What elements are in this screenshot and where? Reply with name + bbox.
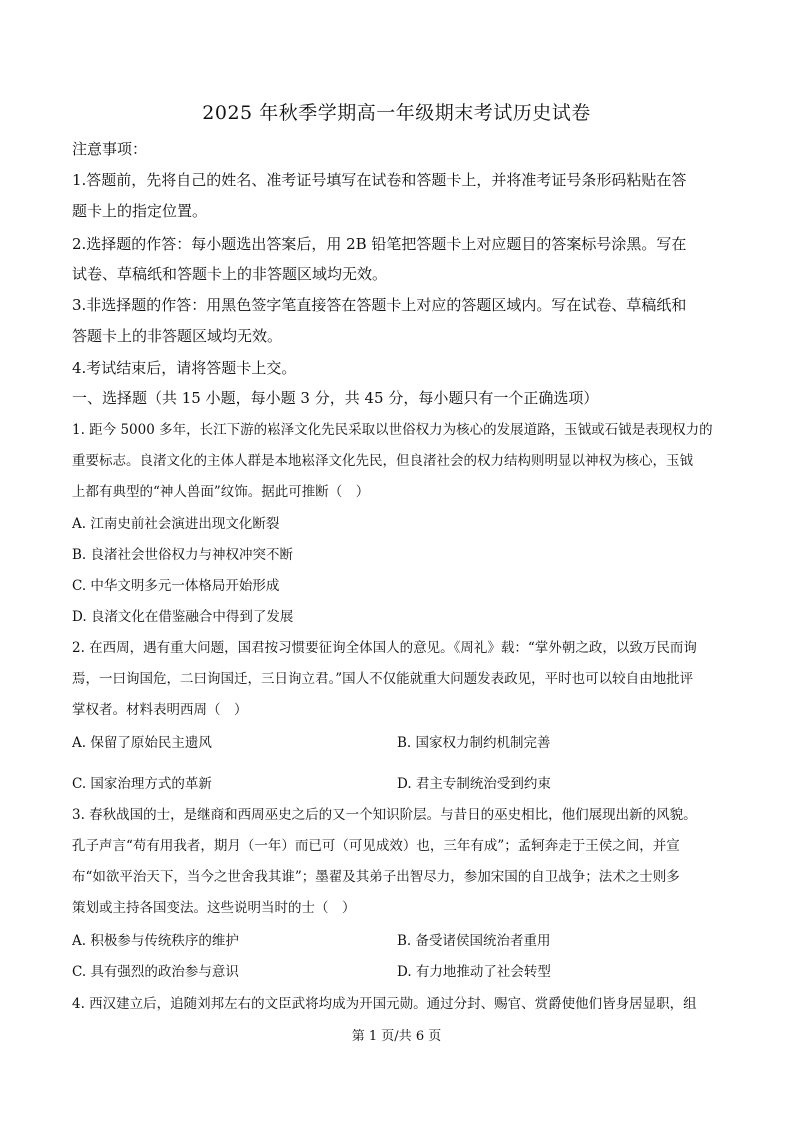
notice-line: 题卡上的指定位置。	[72, 202, 208, 220]
question-2-stem: 2. 在西周，遇有重大问题，国君按习惯要征询全体国人的意见。《周礼》载：“掌外朝之政，以致万民而询	[72, 640, 697, 656]
question-2-option-b: B. 国家权力制约机制完善	[397, 735, 551, 751]
notice-line: 3.非选择题的作答：用黑色签字笔直接答在答题卡上对应的答题区域内。写在试卷、草稿纸和	[72, 296, 687, 314]
question-2-option-c: C. 国家治理方式的革新	[72, 776, 212, 792]
notice-line: 试卷、草稿纸和答题卡上的非答题区域均无效。	[72, 265, 388, 283]
question-1-option-c: C. 中华文明多元一体格局开始形成	[72, 578, 280, 594]
notice-line: 2.选择题的作答：每小题选出答案后，用 2B 铅笔把答题卡上对应题目的答案标号涂黑。写在	[72, 235, 687, 253]
question-3-stem: 策划或主持各国变法。这些说明当时的士（ ）	[72, 900, 356, 916]
question-1-stem: 1. 距今 5000 多年，长江下游的崧泽文化先民采取以世俗权力为核心的发展道路，玉钺或石钺是表现权力的	[72, 422, 713, 438]
question-1-option-d: D. 良渚文化在借鉴融合中得到了发展	[72, 609, 294, 625]
question-3-option-a: A. 积极参与传统秩序的维护	[72, 933, 239, 949]
question-2-option-d: D. 君主专制统治受到约束	[397, 776, 551, 792]
question-2-stem: 掌权者。材料表明西周（ ）	[72, 702, 248, 718]
question-1-stem: 上都有典型的“神人兽面”纹饰。据此可推断（ ）	[72, 484, 370, 500]
notice-line: 4.考试结束后，请将答题卡上交。	[72, 359, 297, 377]
question-3-option-d: D. 有力地推动了社会转型	[397, 964, 551, 980]
question-1-option-a: A. 江南史前社会演进出现文化断裂	[72, 516, 280, 532]
question-2-option-a: A. 保留了原始民主遗风	[72, 735, 212, 751]
notice-line: 答题卡上的非答题区域均无效。	[72, 327, 283, 345]
question-1-option-b: B. 良渚社会世俗权力与神权冲突不断	[72, 547, 294, 563]
question-3-stem: 布“如欲平治天下，当今之世舍我其谁”；墨翟及其弟子出智尽力，参加宋国的自卫战争；法术之士则多	[72, 869, 680, 885]
question-2-stem: 焉，一曰询国危，二曰询国迁，三日询立君。”国人不仅能就重大问题发表政见，平时也可以较自由地批评	[72, 671, 694, 687]
question-4-stem: 4. 西汉建立后，追随刘邦左右的文臣武将均成为开国元勋。通过分封、赐官、赏爵使他们皆身居显职，组	[72, 996, 697, 1012]
notice-heading: 注意事项：	[72, 140, 148, 158]
question-3-option-b: B. 备受诸侯国统治者重用	[397, 933, 551, 949]
question-3-stem: 孔子声言“苟有用我者，期月（一年）而已可（可见成效）也，三年有成”；孟轲奔走于王侯之间，并宣	[72, 838, 680, 854]
notice-line: 1.答题前，先将自己的姓名、准考证号填写在试卷和答题卡上，并将准考证号条形码粘贴在答	[72, 171, 687, 189]
section-heading: 一、选择题（共 15 小题，每小题 3 分，共 45 分，每小题只有一个正确选项）	[72, 389, 599, 407]
question-3-option-c: C. 具有强烈的政治参与意识	[72, 964, 239, 980]
page-footer: 第 1 页/共 6 页	[351, 1029, 442, 1044]
page-title: 2025 年秋季学期高一年级期末考试历史试卷	[202, 102, 591, 124]
question-1-stem: 重要标志。良渚文化的主体人群是本地崧泽文化先民，但良渚社会的权力结构则明显以神权为核心，玉钺	[72, 453, 693, 469]
question-3-stem: 3. 春秋战国的士，是继商和西周巫史之后的又一个知识阶层。与昔日的巫史相比，他们展现出新的风貌。	[72, 807, 697, 823]
